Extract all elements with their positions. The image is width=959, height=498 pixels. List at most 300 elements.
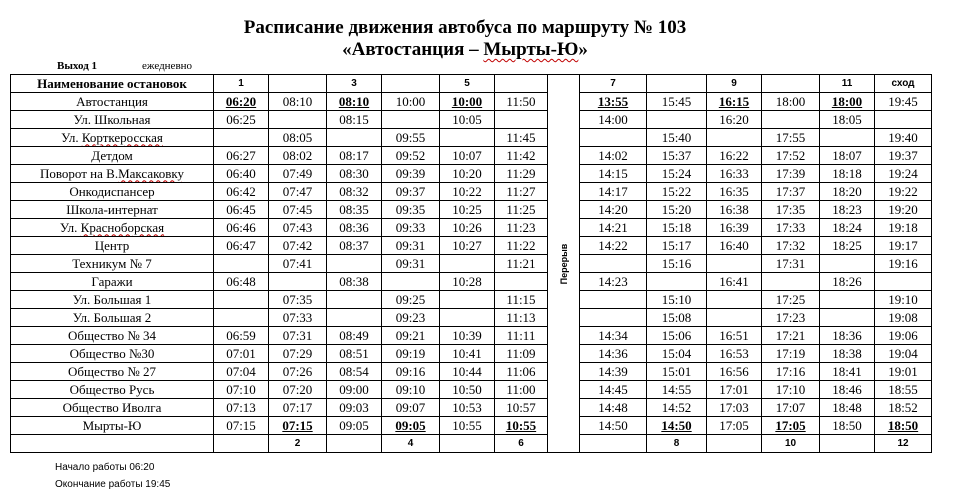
stop-row (11, 309, 932, 327)
departure-time: 07:33 (269, 309, 327, 327)
departure-time: 09:25 (382, 291, 440, 309)
departure-time: 14:21 (580, 219, 647, 237)
break-column (548, 75, 580, 453)
departure-time (327, 309, 382, 327)
stop-row (11, 381, 932, 399)
stop-row (11, 165, 932, 183)
departure-time (440, 129, 495, 147)
departure-time: 17:33 (762, 219, 820, 237)
departure-time: 14:22 (580, 237, 647, 255)
departure-time: 18:23 (820, 201, 875, 219)
stop-name-part: Ул. Большая 2 (72, 309, 152, 325)
departure-time: 10:05 (440, 111, 495, 129)
departure-time: 09:52 (382, 147, 440, 165)
departure-time: 14:52 (647, 399, 707, 417)
departure-time: 16:15 (707, 93, 762, 111)
departure-time: 14:50 (580, 417, 647, 435)
departure-time: 14:00 (580, 111, 647, 129)
departure-time (875, 111, 932, 129)
trip-header: 7 (580, 75, 647, 93)
departure-time: 09:31 (382, 255, 440, 273)
departure-time: 11:50 (495, 93, 548, 111)
departure-time: 10:28 (440, 273, 495, 291)
departure-time: 17:16 (762, 363, 820, 381)
departure-time (707, 255, 762, 273)
departure-time: 10:41 (440, 345, 495, 363)
departure-time (820, 309, 875, 327)
start-note: Начало работы 06:20 (55, 462, 155, 473)
departure-time: 06:47 (214, 237, 269, 255)
departure-time: 07:17 (269, 399, 327, 417)
departure-time: 17:37 (762, 183, 820, 201)
departure-time: 18:05 (820, 111, 875, 129)
departure-time: 16:38 (707, 201, 762, 219)
route-subtitle-end: » (578, 39, 588, 60)
departure-time: 19:24 (875, 165, 932, 183)
departure-time: 15:20 (647, 201, 707, 219)
stop-name (11, 111, 214, 129)
break-label: Перерыв (558, 243, 569, 284)
departure-time: 14:23 (580, 273, 647, 291)
trip-header: 9 (707, 75, 762, 93)
stop-name-part: Общество № 27 (67, 363, 156, 379)
departure-time: 14:36 (580, 345, 647, 363)
stop-name (11, 93, 214, 111)
departure-time: 17:23 (762, 309, 820, 327)
departure-time: 15:45 (647, 93, 707, 111)
departure-time: 10:44 (440, 363, 495, 381)
stop-name-part: Детдом (91, 147, 133, 163)
departure-time: 08:02 (269, 147, 327, 165)
stop-name (11, 129, 214, 147)
departure-time: 18:20 (820, 183, 875, 201)
stop-row (11, 111, 932, 129)
departure-time: 10:07 (440, 147, 495, 165)
departure-time: 09:55 (382, 129, 440, 147)
departure-time (875, 273, 932, 291)
departure-time: 17:01 (707, 381, 762, 399)
departure-time: 14:50 (647, 417, 707, 435)
trip-header: 1 (214, 75, 269, 93)
departure-time: 07:10 (214, 381, 269, 399)
departure-time: 15:18 (647, 219, 707, 237)
departure-time: 15:06 (647, 327, 707, 345)
departure-time: 07:29 (269, 345, 327, 363)
departure-time: 19:20 (875, 201, 932, 219)
departure-time: 17:05 (762, 417, 820, 435)
stop-row (11, 327, 932, 345)
departure-time: 10:39 (440, 327, 495, 345)
stop-row (11, 237, 932, 255)
departure-time (382, 273, 440, 291)
departure-time (580, 291, 647, 309)
departure-time: 17:55 (762, 129, 820, 147)
departure-time: 10:00 (382, 93, 440, 111)
departure-time (580, 129, 647, 147)
departure-time: 10:26 (440, 219, 495, 237)
departure-time (440, 255, 495, 273)
departure-time: 14:55 (647, 381, 707, 399)
departure-time: 08:51 (327, 345, 382, 363)
departure-time: 08:32 (327, 183, 382, 201)
stop-name (11, 183, 214, 201)
stop-name-part: Ул. Школьная (73, 111, 151, 127)
departure-time: 08:54 (327, 363, 382, 381)
departure-time: 06:20 (214, 93, 269, 111)
departure-time: 19:22 (875, 183, 932, 201)
departure-time: 19:45 (875, 93, 932, 111)
departure-time: 11:42 (495, 147, 548, 165)
stop-name (11, 345, 214, 363)
departure-time: 13:55 (580, 93, 647, 111)
trip-footer-number (820, 435, 875, 453)
route-subtitle (0, 39, 930, 61)
departure-time: 18:52 (875, 399, 932, 417)
stop-name-part: Гаражи (91, 273, 133, 289)
stop-name-part: Красноборская (80, 219, 165, 235)
stop-name (11, 219, 214, 237)
departure-time: 07:43 (269, 219, 327, 237)
stop-name (11, 165, 214, 183)
departure-time: 18:46 (820, 381, 875, 399)
header-row (11, 75, 932, 93)
departure-time: 10:27 (440, 237, 495, 255)
departure-time (495, 111, 548, 129)
stop-row (11, 417, 932, 435)
departure-time: 14:15 (580, 165, 647, 183)
departure-time: 18:41 (820, 363, 875, 381)
departure-time (580, 309, 647, 327)
departure-time: 19:37 (875, 147, 932, 165)
departure-time: 09:07 (382, 399, 440, 417)
departure-time (440, 291, 495, 309)
departure-time: 09:10 (382, 381, 440, 399)
stop-row (11, 147, 932, 165)
trip-header: сход (875, 75, 932, 93)
departure-time: 17:52 (762, 147, 820, 165)
departure-time: 09:31 (382, 237, 440, 255)
departure-time: 18:50 (875, 417, 932, 435)
departure-time: 16:22 (707, 147, 762, 165)
trip-header: 5 (440, 75, 495, 93)
departure-time: 06:45 (214, 201, 269, 219)
departure-time: 18:38 (820, 345, 875, 363)
departure-time: 11:27 (495, 183, 548, 201)
departure-time (214, 309, 269, 327)
departure-time: 07:49 (269, 165, 327, 183)
departure-time: 11:11 (495, 327, 548, 345)
stop-name-part: Максаковку (118, 165, 185, 181)
departure-time: 19:17 (875, 237, 932, 255)
departure-time: 15:17 (647, 237, 707, 255)
trip-footer-number: 10 (762, 435, 820, 453)
departure-time: 08:17 (327, 147, 382, 165)
departure-time: 18:18 (820, 165, 875, 183)
departure-time (495, 273, 548, 291)
departure-time: 09:00 (327, 381, 382, 399)
departure-time: 08:35 (327, 201, 382, 219)
trip-footer-number: 2 (269, 435, 327, 453)
exit-label: Выход 1 (57, 60, 98, 72)
departure-time (327, 291, 382, 309)
departure-time: 15:24 (647, 165, 707, 183)
route-subtitle-destination: Мырты-Ю (483, 39, 579, 60)
departure-time: 14:17 (580, 183, 647, 201)
stop-row (11, 291, 932, 309)
stop-row (11, 219, 932, 237)
trip-footer-number: 6 (495, 435, 548, 453)
stop-name-part: Техникум № 7 (72, 255, 152, 271)
stop-row (11, 399, 932, 417)
stop-name-part: Корткеросская (81, 129, 163, 145)
departure-time (820, 129, 875, 147)
departure-time: 17:21 (762, 327, 820, 345)
trip-header (269, 75, 327, 93)
departure-time: 09:05 (327, 417, 382, 435)
stop-name (11, 201, 214, 219)
departure-time: 07:13 (214, 399, 269, 417)
departure-time: 19:08 (875, 309, 932, 327)
trip-footer-number (440, 435, 495, 453)
end-note: Окончание работы 19:45 (55, 479, 171, 490)
departure-time: 15:04 (647, 345, 707, 363)
departure-time: 19:16 (875, 255, 932, 273)
departure-time: 06:42 (214, 183, 269, 201)
departure-time: 19:40 (875, 129, 932, 147)
stop-name-part: Общество Русь (69, 381, 155, 397)
stop-name-part: Школа-интернат (66, 201, 158, 217)
departure-time: 15:01 (647, 363, 707, 381)
departure-time: 16:41 (707, 273, 762, 291)
departure-time: 08:30 (327, 165, 382, 183)
departure-time: 07:26 (269, 363, 327, 381)
departure-time: 17:31 (762, 255, 820, 273)
stop-row (11, 129, 932, 147)
departure-time: 07:01 (214, 345, 269, 363)
departure-time (707, 309, 762, 327)
footer-row (11, 435, 932, 453)
departure-time: 09:35 (382, 201, 440, 219)
stop-name (11, 255, 214, 273)
departure-time: 14:39 (580, 363, 647, 381)
departure-time: 15:22 (647, 183, 707, 201)
stop-name-part: Ул. (61, 129, 82, 145)
departure-time (647, 111, 707, 129)
departure-time (214, 129, 269, 147)
departure-time: 14:20 (580, 201, 647, 219)
departure-time (580, 255, 647, 273)
stop-row (11, 363, 932, 381)
stop-row (11, 93, 932, 111)
departure-time: 15:40 (647, 129, 707, 147)
departure-time (269, 273, 327, 291)
departure-time (327, 255, 382, 273)
departure-time: 09:16 (382, 363, 440, 381)
departure-time: 07:15 (214, 417, 269, 435)
departure-time: 07:20 (269, 381, 327, 399)
stop-name (11, 399, 214, 417)
departure-time: 07:41 (269, 255, 327, 273)
departure-time: 07:42 (269, 237, 327, 255)
departure-time: 10:22 (440, 183, 495, 201)
schedule-table (10, 74, 932, 453)
stop-name (11, 417, 214, 435)
departure-time: 11:23 (495, 219, 548, 237)
departure-time: 10:20 (440, 165, 495, 183)
stop-name-part: Автостанция (76, 93, 148, 109)
departure-time: 09:39 (382, 165, 440, 183)
stop-name (11, 291, 214, 309)
trip-footer-number (707, 435, 762, 453)
departure-time: 17:35 (762, 201, 820, 219)
departure-time: 16:53 (707, 345, 762, 363)
trip-header (647, 75, 707, 93)
departure-time: 16:51 (707, 327, 762, 345)
departure-time (707, 291, 762, 309)
departure-time: 18:25 (820, 237, 875, 255)
stop-name-part: Центр (94, 237, 130, 253)
departure-time: 06:25 (214, 111, 269, 129)
trip-footer-number (580, 435, 647, 453)
departure-time: 17:05 (707, 417, 762, 435)
departure-time: 08:49 (327, 327, 382, 345)
trip-footer-number: 8 (647, 435, 707, 453)
departure-time: 11:22 (495, 237, 548, 255)
departure-time: 11:45 (495, 129, 548, 147)
departure-time (820, 291, 875, 309)
stop-name-part: Общество Иволга (62, 399, 162, 415)
departure-time: 17:03 (707, 399, 762, 417)
departure-time: 19:04 (875, 345, 932, 363)
trip-header (495, 75, 548, 93)
departure-time: 08:05 (269, 129, 327, 147)
departure-time: 18:07 (820, 147, 875, 165)
departure-time: 10:50 (440, 381, 495, 399)
departure-time: 14:48 (580, 399, 647, 417)
departure-time: 17:39 (762, 165, 820, 183)
departure-time: 10:00 (440, 93, 495, 111)
departure-time (820, 255, 875, 273)
departure-time: 15:10 (647, 291, 707, 309)
departure-time (269, 111, 327, 129)
departure-time: 07:35 (269, 291, 327, 309)
stop-name-part: Ул. (59, 219, 81, 235)
page-title: Расписание движения автобуса по маршруту № 103 (243, 17, 687, 38)
stop-name-part: Мырты-Ю (82, 417, 142, 433)
footer-empty (11, 435, 214, 453)
departure-time: 08:36 (327, 219, 382, 237)
departure-time: 11:06 (495, 363, 548, 381)
trip-header (382, 75, 440, 93)
stop-row (11, 345, 932, 363)
stop-name-part: Онкодиспансер (69, 183, 155, 199)
departure-time: 16:33 (707, 165, 762, 183)
departure-time: 07:04 (214, 363, 269, 381)
departure-time: 08:37 (327, 237, 382, 255)
departure-time: 14:45 (580, 381, 647, 399)
departure-time: 18:48 (820, 399, 875, 417)
departure-time: 09:19 (382, 345, 440, 363)
stop-row (11, 201, 932, 219)
departure-time: 06:27 (214, 147, 269, 165)
stop-name-part: Поворот на В. (39, 165, 119, 181)
departure-time: 09:03 (327, 399, 382, 417)
departure-time (762, 273, 820, 291)
departure-time: 11:21 (495, 255, 548, 273)
stop-name-header: Наименование остановок (11, 75, 214, 93)
departure-time: 15:37 (647, 147, 707, 165)
departure-time: 14:02 (580, 147, 647, 165)
departure-time: 10:53 (440, 399, 495, 417)
departure-time: 06:46 (214, 219, 269, 237)
departure-time: 11:15 (495, 291, 548, 309)
trip-header: 3 (327, 75, 382, 93)
departure-time (382, 111, 440, 129)
trip-header: 11 (820, 75, 875, 93)
departure-time: 10:25 (440, 201, 495, 219)
departure-time: 17:10 (762, 381, 820, 399)
stop-name (11, 147, 214, 165)
departure-time: 16:39 (707, 219, 762, 237)
departure-time (707, 129, 762, 147)
departure-time: 16:56 (707, 363, 762, 381)
daily-label: ежедневно (142, 60, 193, 72)
trip-footer-number (214, 435, 269, 453)
departure-time: 17:32 (762, 237, 820, 255)
departure-time: 07:47 (269, 183, 327, 201)
departure-time: 14:34 (580, 327, 647, 345)
departure-time: 18:00 (762, 93, 820, 111)
stop-name (11, 381, 214, 399)
stop-name (11, 363, 214, 381)
departure-time: 06:59 (214, 327, 269, 345)
departure-time: 16:20 (707, 111, 762, 129)
trip-header (762, 75, 820, 93)
departure-time: 17:07 (762, 399, 820, 417)
departure-time: 11:29 (495, 165, 548, 183)
departure-time: 18:26 (820, 273, 875, 291)
departure-time: 09:33 (382, 219, 440, 237)
stop-row (11, 273, 932, 291)
departure-time: 08:10 (269, 93, 327, 111)
departure-time: 08:10 (327, 93, 382, 111)
stop-name (11, 237, 214, 255)
departure-time: 18:50 (820, 417, 875, 435)
departure-time: 10:55 (495, 417, 548, 435)
departure-time: 07:45 (269, 201, 327, 219)
departure-time (647, 273, 707, 291)
stop-row (11, 255, 932, 273)
departure-time: 17:25 (762, 291, 820, 309)
departure-time: 07:31 (269, 327, 327, 345)
departure-time: 19:18 (875, 219, 932, 237)
stop-name (11, 309, 214, 327)
trip-footer-number: 4 (382, 435, 440, 453)
departure-time: 08:38 (327, 273, 382, 291)
departure-time: 09:23 (382, 309, 440, 327)
departure-time: 18:00 (820, 93, 875, 111)
departure-time: 09:37 (382, 183, 440, 201)
departure-time: 11:00 (495, 381, 548, 399)
trip-footer-number (327, 435, 382, 453)
departure-time: 16:35 (707, 183, 762, 201)
stop-name-part: Ул. Большая 1 (72, 291, 152, 307)
departure-time (762, 111, 820, 129)
stop-name (11, 273, 214, 291)
departure-time: 11:09 (495, 345, 548, 363)
departure-time: 08:15 (327, 111, 382, 129)
departure-time: 10:57 (495, 399, 548, 417)
